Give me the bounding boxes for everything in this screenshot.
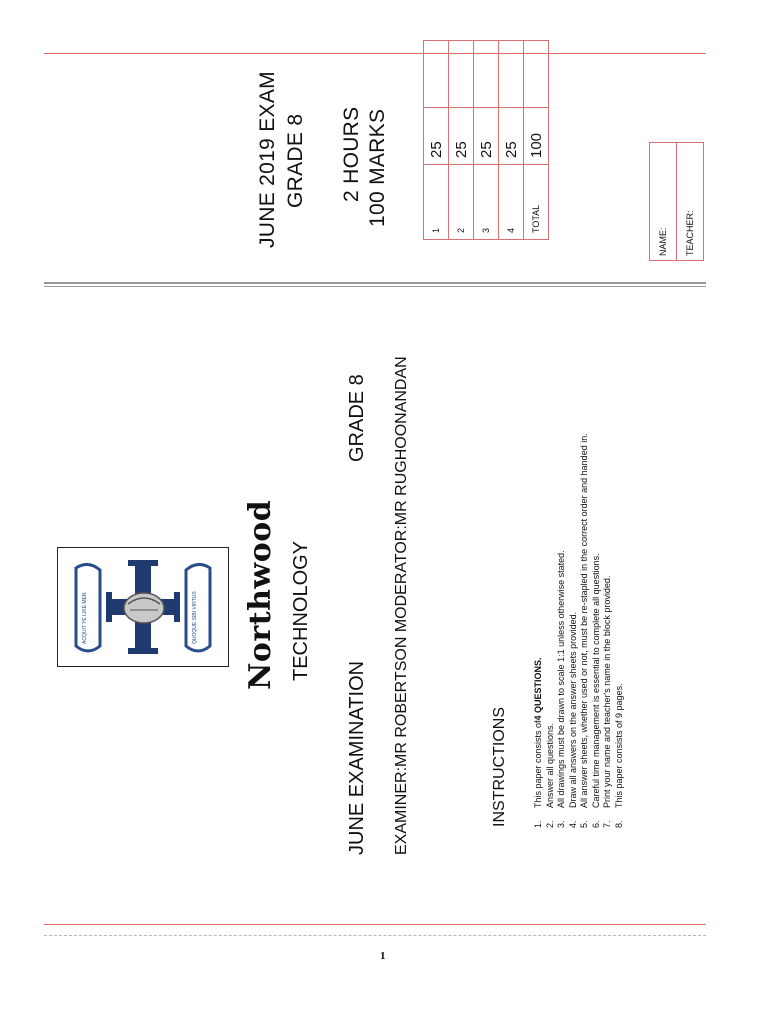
name-field[interactable]: NAME: (650, 143, 677, 261)
marks-row-q: 2 (449, 165, 474, 240)
examiner-moderator: EXAMINER:MR ROBERTSON MODERATOR:MR RUGHOONANDAN (393, 356, 410, 855)
school-name: Northwood (243, 499, 278, 690)
marks-row-q: TOTAL (524, 165, 549, 240)
instruction-text: Draw all answers on the answer sheets provided. (567, 611, 578, 808)
instruction-text: All drawings must be drawn to scale 1:1 unless otherwise stated. (556, 550, 566, 808)
instruction-item (602, 433, 614, 828)
marks-row-max: 25 (474, 108, 499, 165)
school-crest (57, 547, 229, 667)
marks-row-score[interactable] (449, 41, 474, 108)
footer-dashed-rule (44, 935, 706, 936)
motto-right: QUOQUE SIBI VIRTUS (192, 591, 198, 644)
instruction-item (556, 433, 568, 828)
footer-rule (44, 924, 706, 925)
marks-row-q: 4 (499, 165, 524, 240)
exam-grade: GRADE 8 (346, 374, 368, 462)
instruction-text: All answer sheets, whether used or not, must be re-stapled in the correct order and handed in. (579, 433, 589, 808)
student-info-box (649, 142, 704, 261)
instruction-item (568, 433, 580, 828)
marks-row-score[interactable] (499, 41, 524, 108)
exam-title: JUNE 2019 EXAM (256, 71, 279, 248)
exam-name: JUNE EXAMINATION (346, 660, 368, 855)
instruction-number: 4. (567, 820, 578, 828)
teacher-field[interactable]: TEACHER: (677, 143, 704, 261)
page-number: 1 (380, 950, 386, 962)
marks-row-max: 25 (424, 108, 449, 165)
instruction-item (591, 433, 603, 828)
motto-left: ACQUIT YE LIKE MEN (82, 592, 88, 644)
instruction-number: 7. (602, 820, 612, 828)
instruction-item (545, 433, 557, 828)
header-grade: GRADE 8 (284, 113, 307, 208)
instruction-number: 8. (613, 820, 624, 828)
instructions-list (533, 433, 625, 828)
instruction-emphasis: 4 QUESTIONS. (533, 657, 543, 721)
header-rule (44, 53, 706, 54)
instruction-text: Answer all questions. (544, 722, 555, 808)
marks-row-max: 100 (524, 108, 549, 165)
instructions-heading: INSTRUCTIONS (491, 707, 508, 827)
marks-table (423, 40, 549, 240)
instruction-text: This paper consists of (533, 720, 543, 808)
instruction-number: 3. (556, 820, 566, 828)
total-marks: 100 MARKS (366, 108, 389, 227)
instruction-text: Careful time management is essential to complete all questions. (590, 553, 601, 808)
instruction-item (614, 433, 626, 828)
instruction-number: 5. (579, 820, 589, 828)
marks-row-score[interactable] (424, 41, 449, 108)
instruction-text: Print your name and teacher's name in the block provided. (602, 575, 612, 808)
marks-row-max: 25 (449, 108, 474, 165)
subject-title: TECHNOLOGY (290, 540, 312, 681)
instruction-text: This paper consists of 9 pages. (613, 683, 624, 808)
instruction-item (533, 433, 545, 828)
marks-row-q: 3 (474, 165, 499, 240)
marks-row-score[interactable] (474, 41, 499, 108)
marks-row-score[interactable] (524, 41, 549, 108)
exam-duration: 2 HOURS (340, 106, 363, 202)
instruction-item (579, 433, 591, 828)
instruction-number: 6. (590, 820, 601, 828)
instruction-number: 1. (533, 820, 543, 828)
marks-row-q: 1 (424, 165, 449, 240)
section-divider (44, 282, 706, 287)
instruction-number: 2. (544, 820, 555, 828)
marks-row-max: 25 (499, 108, 524, 165)
